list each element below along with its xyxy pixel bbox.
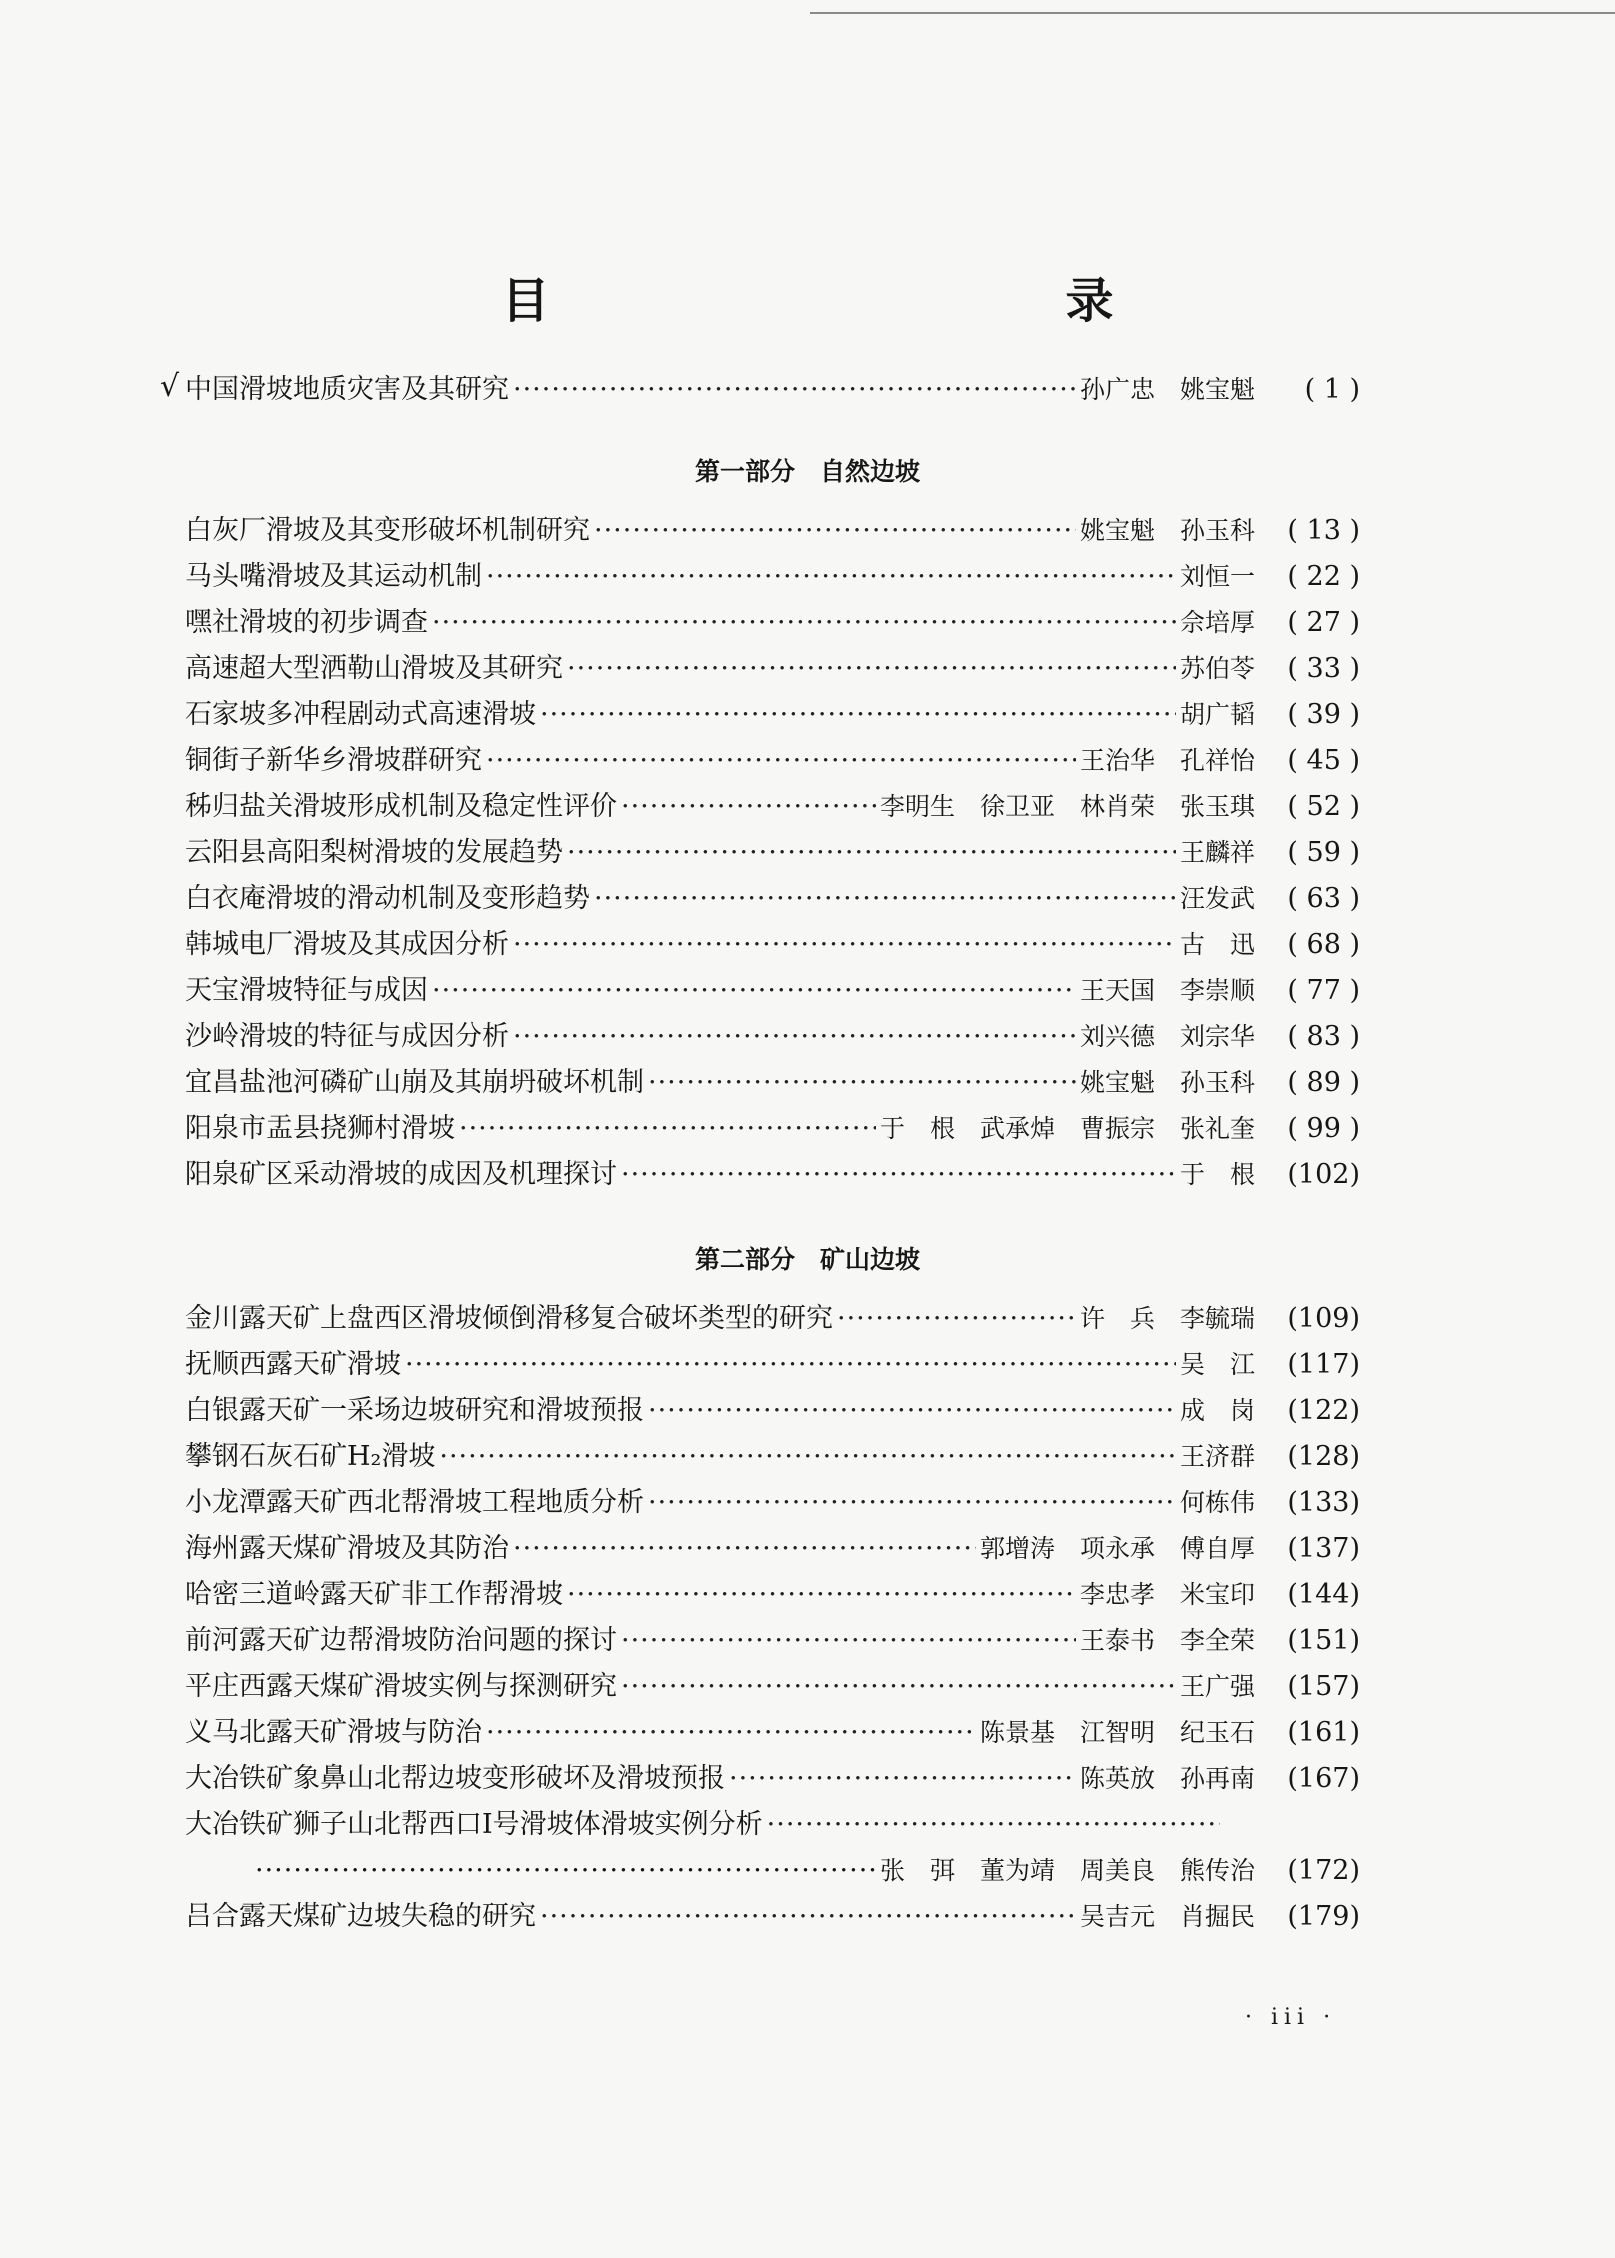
entry-authors: 王广强	[1179, 1672, 1255, 1701]
entry-authors: 刘恒一	[1179, 562, 1255, 591]
toc-entry[interactable]	[185, 1894, 1360, 1940]
toc-entry[interactable]	[185, 1296, 1360, 1342]
toc-entry[interactable]	[185, 692, 1360, 738]
toc-entry[interactable]	[185, 1756, 1360, 1802]
leader-dots	[648, 1480, 1176, 1526]
leader-dots	[837, 1296, 1076, 1342]
leader-dots	[513, 1526, 976, 1572]
entry-title: 铜街子新华乡滑坡群研究	[185, 745, 482, 776]
top-rule	[810, 12, 1615, 14]
entry-authors: 王泰书 李全荣	[1079, 1626, 1255, 1655]
toc-entry[interactable]	[185, 1572, 1360, 1618]
toc-entry[interactable]	[185, 1014, 1360, 1060]
entry-title: 宜昌盐池河磷矿山崩及其崩坍破坏机制	[185, 1067, 644, 1098]
entry-title: 沙岭滑坡的特征与成因分析	[185, 1021, 509, 1052]
toc-entry[interactable]	[185, 1106, 1360, 1152]
entry-page: (179)	[1287, 1901, 1360, 1932]
toc-entry[interactable]	[185, 738, 1360, 784]
entry-title: 平庄西露天煤矿滑坡实例与探测研究	[185, 1671, 617, 1702]
page-number: · iii ·	[1245, 2005, 1337, 2030]
toc-entry[interactable]	[185, 1388, 1360, 1434]
entry-page: ( 52 )	[1287, 791, 1360, 822]
entry-page: (137)	[1287, 1533, 1360, 1564]
toc-entry-long-continuation[interactable]	[185, 1848, 1360, 1894]
entry-title: 大冶铁矿狮子山北帮西口Ⅰ号滑坡体滑坡实例分析	[185, 1809, 763, 1840]
entry-authors: 王麟祥	[1179, 838, 1255, 867]
entry-authors: 郭增涛 项永承 傅自厚	[979, 1534, 1255, 1563]
entry-title: 嘿社滑坡的初步调查	[185, 607, 428, 638]
entry-page: (157)	[1287, 1671, 1360, 1702]
toc-entry[interactable]	[185, 554, 1360, 600]
entry-authors: 王济群	[1179, 1442, 1255, 1471]
toc-entry[interactable]	[185, 508, 1360, 554]
toc-entry[interactable]	[185, 922, 1360, 968]
entry-title: 哈密三道岭露天矿非工作帮滑坡	[185, 1579, 563, 1610]
leader-dots	[439, 1434, 1176, 1480]
entry-authors: 陈景基 江智明 纪玉石	[979, 1718, 1255, 1747]
toc-entry[interactable]	[185, 1152, 1360, 1198]
leader-dots	[567, 830, 1176, 876]
leader-dots	[432, 968, 1076, 1014]
leader-dots	[621, 1152, 1176, 1198]
entry-page: (109)	[1287, 1303, 1360, 1334]
entry-authors: 吴吉元 肖掘民	[1079, 1902, 1255, 1931]
entry-title: 石家坡多冲程剧动式高速滑坡	[185, 699, 536, 730]
entry-title: 海州露天煤矿滑坡及其防治	[185, 1533, 509, 1564]
leader-dots	[513, 922, 1176, 968]
entry-title: 高速超大型洒勒山滑坡及其研究	[185, 653, 563, 684]
entry-title: 义马北露天矿滑坡与防治	[185, 1717, 482, 1748]
entry-authors: 张 弭 董为靖 周美良 熊传治	[879, 1856, 1255, 1885]
leader-dots	[459, 1106, 876, 1152]
toc-entry[interactable]	[185, 1526, 1360, 1572]
leader-dots	[486, 1710, 976, 1756]
entry-page: ( 89 )	[1287, 1067, 1360, 1098]
entry-authors: 古 迅	[1179, 930, 1255, 959]
entry-page: ( 99 )	[1287, 1113, 1360, 1144]
entry-page: ( 22 )	[1287, 561, 1360, 592]
leader-dots	[513, 1014, 1076, 1060]
leader-dots	[540, 692, 1176, 738]
entry-title: 攀钢石灰石矿H₂滑坡	[185, 1441, 436, 1472]
entry-title: 白银露天矿一采场边坡研究和滑坡预报	[185, 1395, 644, 1426]
entry-authors: 于 根 武承焯 曹振宗 张礼奎	[879, 1114, 1255, 1143]
leader-dots	[621, 1664, 1176, 1710]
entry-page: ( 83 )	[1287, 1021, 1360, 1052]
entry-page: (151)	[1287, 1625, 1360, 1656]
leader-dots	[594, 508, 1076, 554]
entry-authors: 李明生 徐卫亚 林肖荣 张玉琪	[879, 792, 1255, 821]
section-heading-part2: 第二部分 矿山边坡	[694, 1245, 920, 1274]
entry-page: (172)	[1287, 1855, 1360, 1886]
leader-dots	[621, 784, 876, 830]
leader-dots	[540, 1894, 1076, 1940]
entry-page: ( 33 )	[1287, 653, 1360, 684]
entry-title: 马头嘴滑坡及其运动机制	[185, 561, 482, 592]
entry-authors: 于 根	[1179, 1160, 1255, 1189]
leader-dots	[513, 367, 1076, 413]
entry-page: ( 39 )	[1287, 699, 1360, 730]
entry-page: (133)	[1287, 1487, 1360, 1518]
entry-page: (128)	[1287, 1441, 1360, 1472]
entry-page: (122)	[1287, 1395, 1360, 1426]
toc-entry-long[interactable]	[185, 1802, 1360, 1848]
entry-title: 天宝滑坡特征与成因	[185, 975, 428, 1006]
entry-title: 云阳县高阳梨树滑坡的发展趋势	[185, 837, 563, 868]
entry-authors: 许 兵 李毓瑞	[1079, 1304, 1255, 1333]
leader-dots	[432, 600, 1176, 646]
toc-entry[interactable]	[185, 1434, 1360, 1480]
leader-dots	[621, 1618, 1076, 1664]
entry-page: ( 77 )	[1287, 975, 1360, 1006]
entry-page: ( 13 )	[1287, 515, 1360, 546]
entry-title: 金川露天矿上盘西区滑坡倾倒滑移复合破坏类型的研究	[185, 1303, 833, 1334]
entry-authors: 何栋伟	[1179, 1488, 1255, 1517]
entry-authors: 姚宝魁 孙玉科	[1079, 1068, 1255, 1097]
entry-authors: 成 岗	[1179, 1396, 1255, 1425]
entry-authors: 胡广韬	[1179, 700, 1255, 729]
toc-entry[interactable]	[185, 1480, 1360, 1526]
leader-dots	[255, 1848, 876, 1894]
entry-title: 白灰厂滑坡及其变形破坏机制研究	[185, 515, 590, 546]
section-heading-part1: 第一部分 自然边坡	[694, 457, 920, 486]
toc-entry[interactable]	[185, 1342, 1360, 1388]
entry-title: 抚顺西露天矿滑坡	[185, 1349, 401, 1380]
entry-authors: 王天国 李崇顺	[1079, 976, 1255, 1005]
leader-dots	[567, 646, 1176, 692]
entry-page: ( 59 )	[1287, 837, 1360, 868]
entry-title: 大冶铁矿象鼻山北帮边坡变形破坏及滑坡预报	[185, 1763, 725, 1794]
entry-page: (102)	[1287, 1159, 1360, 1190]
entry-page: (161)	[1287, 1717, 1360, 1748]
entry-authors: 汪发武	[1179, 884, 1255, 913]
entry-page: ( 63 )	[1287, 883, 1360, 914]
entry-authors: 李忠孝 米宝印	[1079, 1580, 1255, 1609]
entry-title: 前河露天矿边帮滑坡防治问题的探讨	[185, 1625, 617, 1656]
entry-title: 阳泉矿区采动滑坡的成因及机理探讨	[185, 1159, 617, 1190]
entry-authors: 吴 江	[1179, 1350, 1255, 1379]
leader-dots	[767, 1802, 1220, 1848]
leader-dots	[486, 738, 1076, 784]
entry-title: 白衣庵滑坡的滑动机制及变形趋势	[185, 883, 590, 914]
entry-page: (144)	[1287, 1579, 1360, 1610]
entry-page: (167)	[1287, 1763, 1360, 1794]
toc-entry[interactable]	[185, 784, 1360, 830]
entry-page: ( 1 )	[1304, 374, 1360, 405]
page-title: 目 录	[501, 273, 1254, 329]
toc-entry-intro[interactable]	[185, 367, 1360, 413]
toc-entry[interactable]	[185, 968, 1360, 1014]
leader-dots	[486, 554, 1176, 600]
entry-authors: 刘兴德 刘宗华	[1079, 1022, 1255, 1051]
check-mark-icon: √	[160, 369, 180, 404]
leader-dots	[567, 1572, 1076, 1618]
leader-dots	[648, 1060, 1076, 1106]
entry-title: 阳泉市盂县挠狮村滑坡	[185, 1113, 455, 1144]
entry-authors: 孙广忠 姚宝魁	[1079, 375, 1255, 404]
toc-entry[interactable]	[185, 646, 1360, 692]
entry-title: 吕合露天煤矿边坡失稳的研究	[185, 1901, 536, 1932]
entry-title: 小龙潭露天矿西北帮滑坡工程地质分析	[185, 1487, 644, 1518]
leader-dots	[594, 876, 1176, 922]
entry-page: ( 45 )	[1287, 745, 1360, 776]
entry-authors: 王治华 孔祥怡	[1079, 746, 1255, 775]
toc-entry[interactable]	[185, 1710, 1360, 1756]
leader-dots	[648, 1388, 1176, 1434]
toc-entry[interactable]	[185, 1060, 1360, 1106]
entry-authors: 陈英放 孙再南	[1079, 1764, 1255, 1793]
entry-authors: 苏伯苓	[1179, 654, 1255, 683]
entry-authors: 佘培厚	[1179, 608, 1255, 637]
entry-page: ( 27 )	[1287, 607, 1360, 638]
entry-title: 秭归盐关滑坡形成机制及稳定性评价	[185, 791, 617, 822]
leader-dots	[405, 1342, 1176, 1388]
entry-page: ( 68 )	[1287, 929, 1360, 960]
entry-title: 韩城电厂滑坡及其成因分析	[185, 929, 509, 960]
toc-entry[interactable]	[185, 600, 1360, 646]
entry-authors: 姚宝魁 孙玉科	[1079, 516, 1255, 545]
entry-page: (117)	[1287, 1349, 1360, 1380]
toc-entry[interactable]	[185, 830, 1360, 876]
toc-entry[interactable]	[185, 1664, 1360, 1710]
leader-dots	[729, 1756, 1076, 1802]
toc-entry[interactable]	[185, 1618, 1360, 1664]
toc-entry[interactable]	[185, 876, 1360, 922]
entry-title: 中国滑坡地质灾害及其研究	[185, 374, 509, 405]
